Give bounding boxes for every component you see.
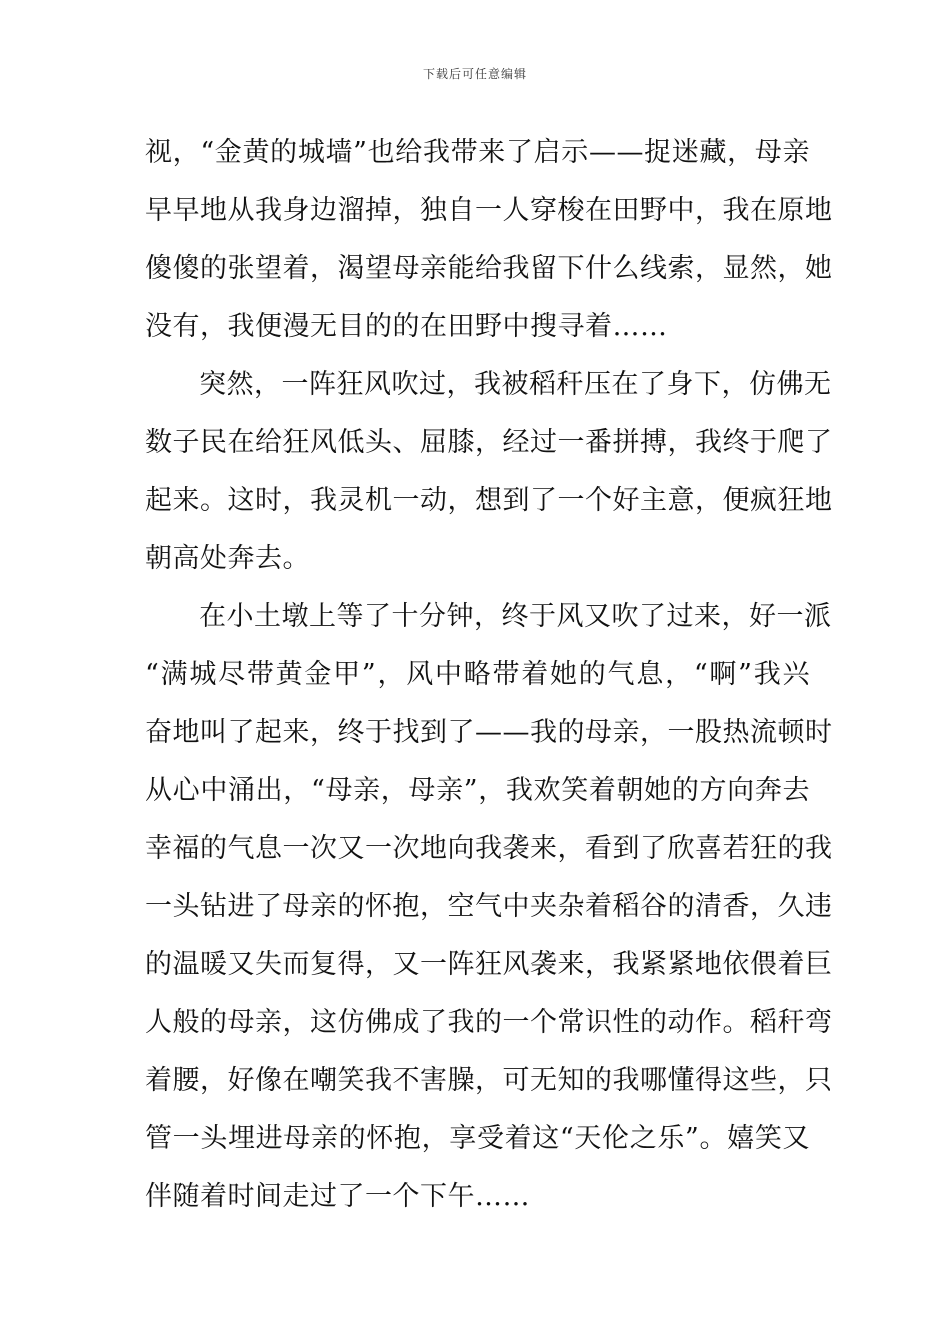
- paragraph-1: [145, 124, 833, 356]
- text-line: 人般的母亲，这仿佛成了我的一个常识性的动作。稻秆弯: [145, 1007, 833, 1038]
- text-line: 幸福的气息一次又一次地向我袭来，看到了欣喜若狂的我: [145, 833, 833, 864]
- text-line: “满城尽带黄金甲”，风中略带着她的气息，“啊”我兴: [145, 659, 810, 690]
- text-line: 突然，一阵狂风吹过，我被稻秆压在了身下，仿佛无: [199, 369, 832, 400]
- paragraph-2: [145, 356, 833, 588]
- text-line: 朝高处奔去。: [145, 543, 310, 574]
- text-line: 没有，我便漫无目的的在田野中搜寻着……: [145, 311, 668, 342]
- text-line: 的温暖又失而复得，又一阵狂风袭来，我紧紧地依偎着巨: [145, 949, 833, 980]
- text-line: 在小土墩上等了十分钟，终于风又吹了过来，好一派: [199, 601, 832, 632]
- text-line: 早早地从我身边溜掉，独自一人穿梭在田野中，我在原地: [145, 195, 833, 226]
- text-line: 奋地叫了起来，终于找到了——我的母亲，一股热流顿时: [145, 717, 833, 748]
- text-line: 伴随着时间走过了一个下午……: [145, 1181, 530, 1212]
- text-line: 从心中涌出，“母亲，母亲”，我欢笑着朝她的方向奔去: [145, 775, 810, 806]
- page-header: 下载后可任意编辑: [422, 67, 527, 81]
- text-line: 视，“金黄的城墙”也给我带来了启示——捉迷藏，母亲: [145, 137, 810, 168]
- text-line: 数子民在给狂风低头、屈膝，经过一番拼搏，我终于爬了: [145, 427, 833, 458]
- document-body: [145, 124, 833, 1226]
- text-line: 管一头埋进母亲的怀抱，享受着这“天伦之乐”。嬉笑又: [145, 1123, 810, 1154]
- text-line: 傻傻的张望着，渴望母亲能给我留下什么线索，显然，她: [145, 253, 833, 284]
- paragraph-3: [145, 588, 833, 1226]
- text-line: 着腰，好像在嘲笑我不害臊，可无知的我哪懂得这些，只: [145, 1065, 833, 1096]
- text-line: 起来。这时，我灵机一动，想到了一个好主意，便疯狂地: [145, 485, 833, 516]
- text-line: 一头钻进了母亲的怀抱，空气中夹杂着稻谷的清香，久违: [145, 891, 833, 922]
